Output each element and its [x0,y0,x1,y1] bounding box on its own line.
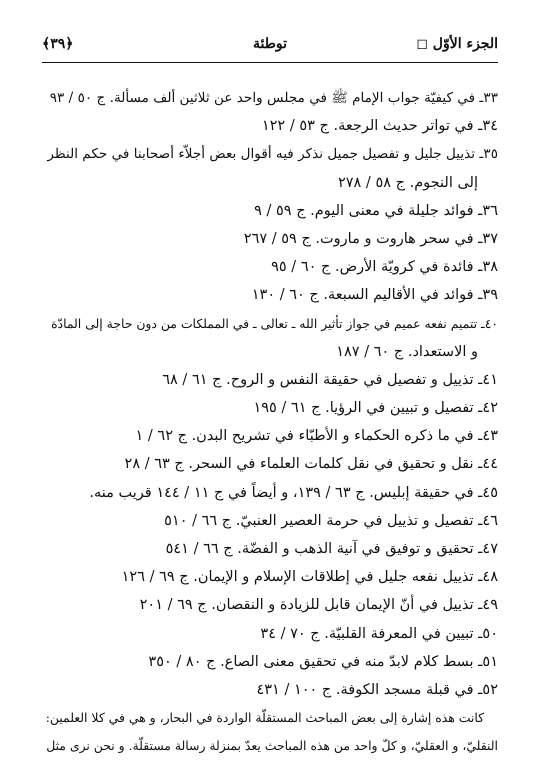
text-line-15: ٤٥ـ في حقيقة إبليس. ج ٦٣ / ١٣٩، و أيضاً في ج ١١ / ١٤٤ قريب منه. [89,484,498,501]
text-line-7: ٣٨ـ فائدة في كرويّة الأرض. ج ٦٠ / ٩٥ [271,259,498,276]
text-line-16: ٤٦ـ تفصيل و تذييل في حرمة العصير العنبيّ. ج ٦٦ / ٥١٠ [164,512,498,529]
volume-label: الجزء الأوّل ◻ [416,36,498,52]
text-line-11: ٤١ـ تذييل و تفصيل في حقيقة النفس و الروح. ج ٦١ / ٦٨ [162,371,498,388]
body-text [44,84,498,761]
text-line-19: ٤٩ـ تذييل في أنّ الإيمان قابل للزيادة و النقصان. ج ٦٩ / ٢٠١ [139,597,498,614]
text-line-6: ٣٧ـ في سحر هاروت و ماروت. ج ٥٩ / ٢٦٧ [243,230,498,247]
text-line-21: ٥١ـ بسط كلام لابدّ منه في تحقيق معنى الصاع. ج ٨٠ / ٣٥٠ [148,653,498,670]
text-line-5: ٣٦ـ فوائد جليلة في معنى اليوم. ج ٥٩ / ٩ [254,202,498,219]
text-line-17: ٤٧ـ تحقيق و توفيق في آنية الذهب و الفضّة. ج ٦٦ / ٥٤١ [165,541,498,557]
text-line-10: و الاستعداد. ج ٦٠ / ١٨٧ [336,343,478,360]
text-line-22: ٥٢ـ في قبلة مسجد الكوفة. ج ١٠٠ / ٤٣١ [256,681,498,698]
text-line-1: ٣٣ـ في كيفيّة جواب الإمام ﷺ في مجلس واحد عن ثلاثين ألف مسألة. ج ٥٠ / ٩٣ [49,90,498,106]
section-title: توطئة [252,36,288,52]
text-line-8: ٣٩ـ فوائد في الأقاليم السبعة. ج ٦٠ / ١٣٠ [251,287,498,304]
text-line-12: ٤٢ـ تفصيل و تبيين في الرؤيا. ج ٦١ / ١٩٥ [253,400,498,417]
header-rule [42,62,498,63]
text-line-9: ٤٠ـ تتميم نفعه عميم في جواز تأثير الله ـ تعالى ـ في المملكات من دون حاجة إلى المادّة [51,315,498,331]
text-line-13: ٤٣ـ في ما ذكره الحكماء و الأطبّاء في تشريح البدن. ج ٦٢ / ١ [135,428,498,445]
page-number: ﴿٣٩﴾ [42,36,74,52]
text-line-18: ٤٨ـ تذييل نفعه جليل في إطلاقات الإسلام و الإيمان. ج ٦٩ / ١٢٦ [121,569,498,586]
text-line-2: ٣٤ـ في تواتر حديث الرجعة. ج ٥٣ / ١٢٢ [261,118,498,135]
text-line-3: ٣٥ـ تذييل جليل و تفصيل جميل نذكر فيه أقوال بعض أجلاّء أصحابنا في حكم النظر [47,146,498,163]
text-line-4: إلى النجوم. ج ٥٨ / ٢٧٨ [337,174,478,191]
text-line-23: كانت هذه إشارة إلى بعض المباحث المستقلّة الواردة في البحار، و هي في كلا العلمين: [45,710,484,726]
text-line-24: النقليّ، و العقليّ، و كلّ واحد من هذه المباحث يعدّ بمنزلة رسالة مستقلّة. و نحن نرى مثل [46,738,498,754]
text-line-14: ٤٤ـ نقل و تحقيق في نقل كلمات العلماء في السحر. ج ٦٣ / ٢٨ [124,456,498,473]
text-line-20: ٥٠ـ تبيين في المعرفة القلبيّة. ج ٧٠ / ٣٤ [260,625,498,642]
running-header [42,36,498,60]
